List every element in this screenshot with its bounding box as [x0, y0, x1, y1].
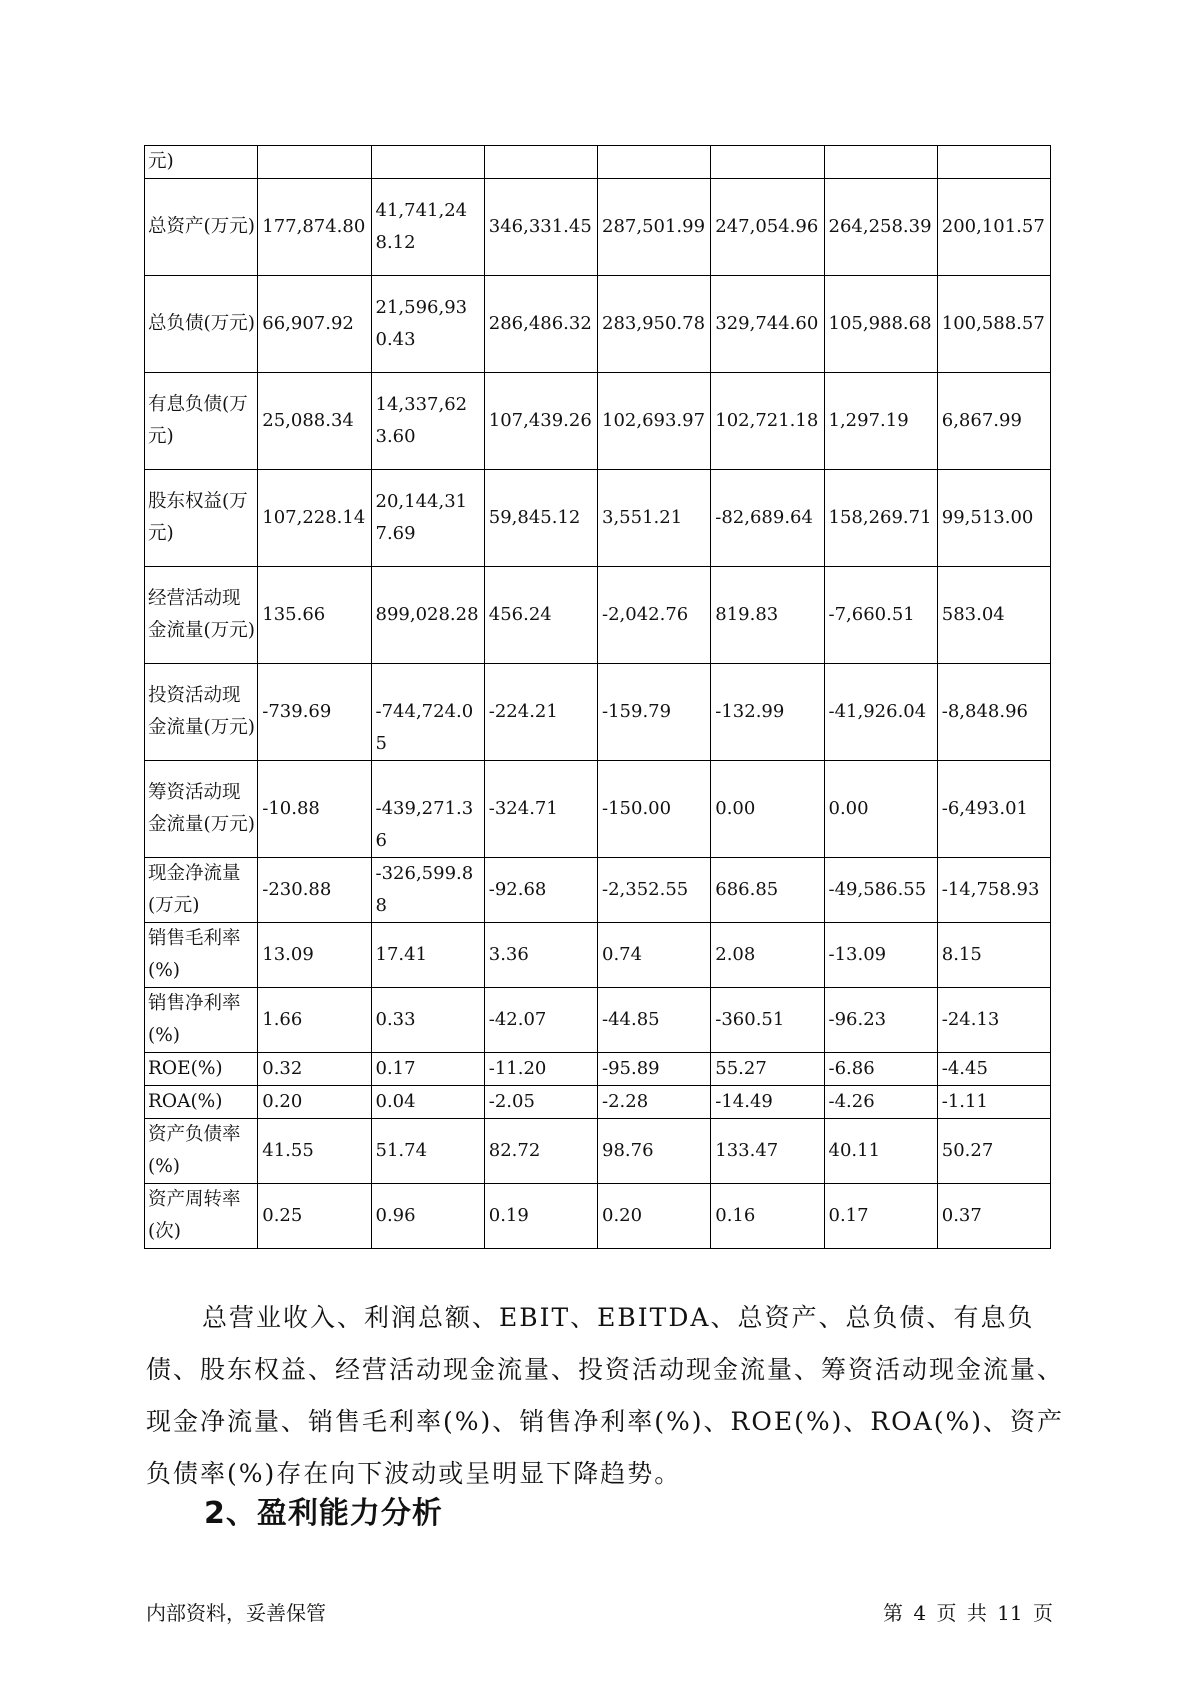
table-cell: 8.15: [937, 923, 1050, 988]
table-cell: -360.51: [711, 988, 824, 1053]
table-cell: 0.32: [258, 1053, 371, 1086]
table-cell: 133.47: [711, 1119, 824, 1184]
financial-table-body: [145, 146, 1051, 1249]
table-cell: -159.79: [598, 664, 711, 761]
table-cell: -2,042.76: [598, 567, 711, 664]
table-row: [145, 988, 1051, 1053]
table-cell: -24.13: [937, 988, 1050, 1053]
table-row: [145, 761, 1051, 858]
table-cell: -439,271.36: [371, 761, 484, 858]
row-label: 总资产(万元): [145, 179, 258, 276]
table-cell: [937, 146, 1050, 179]
table-cell: -4.45: [937, 1053, 1050, 1086]
row-label: 投资活动现金流量(万元): [145, 664, 258, 761]
table-row: [145, 470, 1051, 567]
row-label: 总负债(万元): [145, 276, 258, 373]
table-cell: 102,721.18: [711, 373, 824, 470]
table-cell: 287,501.99: [598, 179, 711, 276]
table-cell: 55.27: [711, 1053, 824, 1086]
table-cell: [371, 146, 484, 179]
table-cell: 1,297.19: [824, 373, 937, 470]
table-cell: -14.49: [711, 1086, 824, 1119]
table-cell: 0.20: [598, 1184, 711, 1249]
table-cell: -44.85: [598, 988, 711, 1053]
table-cell: [711, 146, 824, 179]
table-cell: 0.17: [824, 1184, 937, 1249]
table-row: [145, 276, 1051, 373]
table-cell: 819.83: [711, 567, 824, 664]
table-row: [145, 1086, 1051, 1119]
financial-table: [144, 145, 1051, 1249]
table-cell: -11.20: [484, 1053, 597, 1086]
table-cell: [824, 146, 937, 179]
table-cell: -6,493.01: [937, 761, 1050, 858]
table-cell: 286,486.32: [484, 276, 597, 373]
section-heading: 2、盈利能力分析: [204, 1496, 443, 1531]
row-label: 股东权益(万元): [145, 470, 258, 567]
table-cell: -324.71: [484, 761, 597, 858]
footer-confidential: 内部资料，妥善保管: [146, 1601, 326, 1625]
table-cell: 21,596,930.43: [371, 276, 484, 373]
table-row: [145, 923, 1051, 988]
table-cell: 686.85: [711, 858, 824, 923]
table-cell: 0.20: [258, 1086, 371, 1119]
table-cell: -230.88: [258, 858, 371, 923]
table-cell: [258, 146, 371, 179]
table-cell: 41.55: [258, 1119, 371, 1184]
table-cell: 100,588.57: [937, 276, 1050, 373]
row-label: 销售毛利率(%): [145, 923, 258, 988]
table-cell: -739.69: [258, 664, 371, 761]
table-row: [145, 146, 1051, 179]
table-cell: 3,551.21: [598, 470, 711, 567]
table-cell: 0.74: [598, 923, 711, 988]
table-cell: -13.09: [824, 923, 937, 988]
table-cell: [598, 146, 711, 179]
row-label: 现金净流量(万元): [145, 858, 258, 923]
table-cell: -150.00: [598, 761, 711, 858]
table-row: [145, 1184, 1051, 1249]
table-cell: 456.24: [484, 567, 597, 664]
table-cell: 3.36: [484, 923, 597, 988]
table-cell: [484, 146, 597, 179]
table-cell: -326,599.88: [371, 858, 484, 923]
row-label: 经营活动现金流量(万元): [145, 567, 258, 664]
table-cell: 20,144,317.69: [371, 470, 484, 567]
table-cell: -6.86: [824, 1053, 937, 1086]
row-label: ROE(%): [145, 1053, 258, 1086]
row-label: 销售净利率(%): [145, 988, 258, 1053]
table-cell: 25,088.34: [258, 373, 371, 470]
table-cell: 158,269.71: [824, 470, 937, 567]
analysis-paragraph: 总营业收入、利润总额、EBIT、EBITDA、总资产、总负债、有息负债、股东权益、经营活动现金流量、投资活动现金流量、筹资活动现金流量、现金净流量、销售毛利率(%)、销售净利率(%)、ROE(%)、ROA(%)、资产负债率(%)存在向下波动或呈明显下降趋势。: [146, 1303, 1065, 1488]
table-cell: 107,228.14: [258, 470, 371, 567]
table-cell: -2,352.55: [598, 858, 711, 923]
table-cell: 0.17: [371, 1053, 484, 1086]
table-cell: 0.37: [937, 1184, 1050, 1249]
table-cell: 0.19: [484, 1184, 597, 1249]
table-cell: 0.04: [371, 1086, 484, 1119]
table-cell: 329,744.60: [711, 276, 824, 373]
table-cell: 264,258.39: [824, 179, 937, 276]
table-row: [145, 1119, 1051, 1184]
table-cell: 107,439.26: [484, 373, 597, 470]
table-cell: 40.11: [824, 1119, 937, 1184]
row-label: 元): [145, 146, 258, 179]
table-cell: 82.72: [484, 1119, 597, 1184]
table-cell: -14,758.93: [937, 858, 1050, 923]
table-cell: -8,848.96: [937, 664, 1050, 761]
table-cell: -744,724.05: [371, 664, 484, 761]
row-label: ROA(%): [145, 1086, 258, 1119]
table-cell: -42.07: [484, 988, 597, 1053]
table-row: [145, 858, 1051, 923]
row-label: 资产周转率(次): [145, 1184, 258, 1249]
table-cell: -4.26: [824, 1086, 937, 1119]
table-cell: 0.33: [371, 988, 484, 1053]
table-cell: -2.05: [484, 1086, 597, 1119]
row-label: 筹资活动现金流量(万元): [145, 761, 258, 858]
table-row: [145, 1053, 1051, 1086]
table-cell: 66,907.92: [258, 276, 371, 373]
table-cell: 346,331.45: [484, 179, 597, 276]
table-row: [145, 664, 1051, 761]
table-cell: 0.00: [824, 761, 937, 858]
table-cell: 899,028.28: [371, 567, 484, 664]
row-label: 资产负债率(%): [145, 1119, 258, 1184]
table-row: [145, 179, 1051, 276]
table-cell: 14,337,623.60: [371, 373, 484, 470]
table-cell: -132.99: [711, 664, 824, 761]
table-cell: 2.08: [711, 923, 824, 988]
table-cell: 247,054.96: [711, 179, 824, 276]
table-cell: 583.04: [937, 567, 1050, 664]
table-cell: 13.09: [258, 923, 371, 988]
table-cell: 98.76: [598, 1119, 711, 1184]
table-cell: 177,874.80: [258, 179, 371, 276]
table-cell: 51.74: [371, 1119, 484, 1184]
table-cell: 0.25: [258, 1184, 371, 1249]
table-cell: 0.00: [711, 761, 824, 858]
table-row: [145, 567, 1051, 664]
table-cell: -49,586.55: [824, 858, 937, 923]
table-cell: 17.41: [371, 923, 484, 988]
table-cell: -95.89: [598, 1053, 711, 1086]
table-cell: 0.96: [371, 1184, 484, 1249]
table-cell: 1.66: [258, 988, 371, 1053]
table-cell: -82,689.64: [711, 470, 824, 567]
table-cell: -96.23: [824, 988, 937, 1053]
footer-page-number: 第 4 页 共 11 页: [883, 1601, 1053, 1625]
table-cell: 59,845.12: [484, 470, 597, 567]
table-cell: -2.28: [598, 1086, 711, 1119]
table-cell: 0.16: [711, 1184, 824, 1249]
table-cell: -224.21: [484, 664, 597, 761]
table-cell: 102,693.97: [598, 373, 711, 470]
table-cell: 6,867.99: [937, 373, 1050, 470]
table-cell: 200,101.57: [937, 179, 1050, 276]
table-cell: -10.88: [258, 761, 371, 858]
row-label: 有息负债(万元): [145, 373, 258, 470]
table-cell: -41,926.04: [824, 664, 937, 761]
table-cell: 50.27: [937, 1119, 1050, 1184]
table-row: [145, 373, 1051, 470]
table-cell: 41,741,248.12: [371, 179, 484, 276]
table-cell: 283,950.78: [598, 276, 711, 373]
table-cell: 105,988.68: [824, 276, 937, 373]
table-cell: 99,513.00: [937, 470, 1050, 567]
table-cell: -1.11: [937, 1086, 1050, 1119]
table-cell: -92.68: [484, 858, 597, 923]
table-cell: 135.66: [258, 567, 371, 664]
table-cell: -7,660.51: [824, 567, 937, 664]
